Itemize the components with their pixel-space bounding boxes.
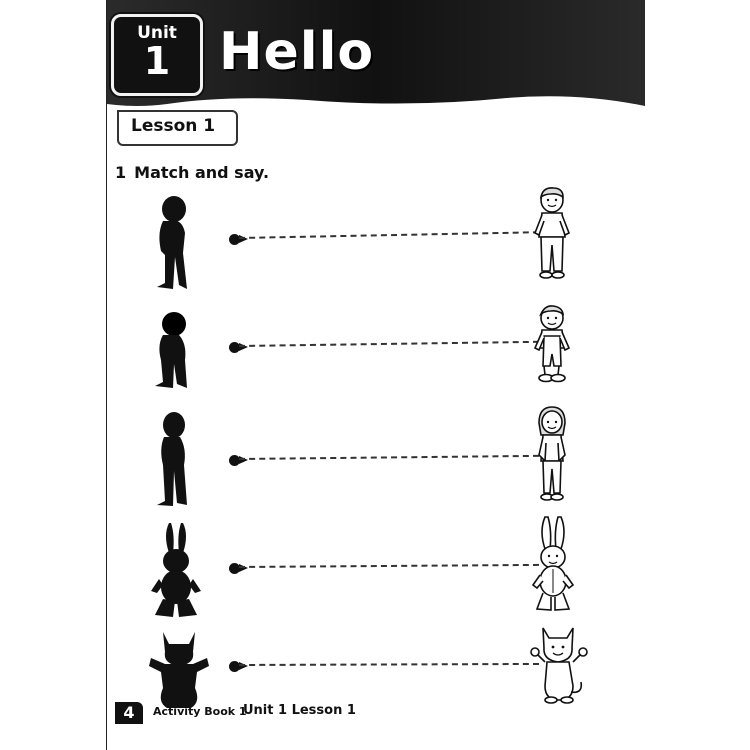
instruction-text: Match and say. [134,163,270,182]
girl-silhouette [147,409,197,509]
boy-silhouette [147,193,197,291]
exercise-instruction [115,163,269,182]
match-line [239,663,539,666]
match-row [107,405,645,515]
girl-figure [527,405,577,503]
lesson-tab [117,110,238,146]
page-number: 4 [115,702,143,724]
unit-badge [111,14,203,96]
unit-label: Unit [137,23,177,43]
boy-overalls-silhouette [147,310,197,390]
unit-number: 1 [143,39,171,83]
boy-figure [527,185,577,281]
lesson-label: Lesson 1 [131,116,216,136]
rabbit-figure [527,515,581,615]
cat-silhouette [147,626,211,710]
worksheet-page [106,0,645,750]
match-row [107,515,645,625]
header-band [107,0,645,112]
boy-overalls-figure [527,304,577,384]
page-title: Hello [219,22,375,82]
match-row [107,300,645,410]
match-line [239,231,539,239]
cat-figure [527,622,591,704]
match-row [107,185,645,295]
match-line [239,341,539,347]
footer-unit-lesson: Unit 1 Lesson 1 [243,703,356,718]
rabbit-silhouette [147,521,207,621]
page-footer [107,700,645,750]
exercise-number: 1 [115,163,127,182]
match-line [239,455,539,460]
match-line [239,564,539,568]
book-title: Activity Book 1 [153,705,247,718]
